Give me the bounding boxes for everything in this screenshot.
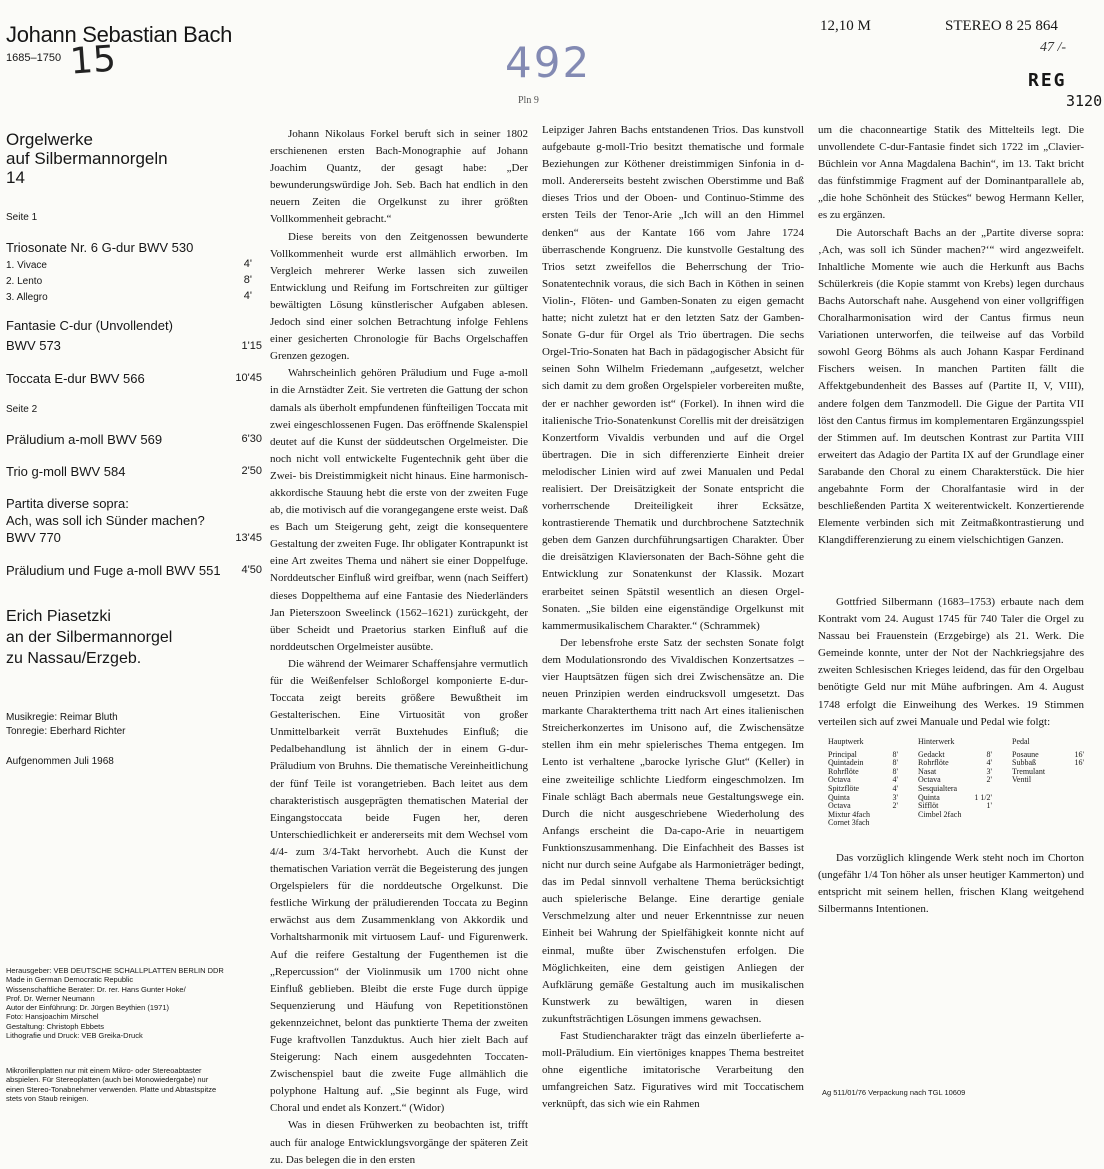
track-duration: 2'50 [241, 465, 262, 477]
register-row: Rohrflöte 8' [828, 766, 898, 776]
register-row: Nasat 3' [918, 766, 992, 776]
publisher-line: Herausgeber: VEB DEUTSCHE SCHALLPLATTEN BERLIN DDR [6, 966, 224, 975]
register-row: Sesquialtera [918, 783, 958, 793]
liner-notes-column-2 [542, 122, 804, 1111]
performer-block [6, 606, 266, 669]
publisher-line: Autor der Einführung: Dr. Jürgen Beythien (1971) [6, 1003, 170, 1013]
track-duration: 4'50 [241, 564, 262, 576]
track-title: Präludium und Fuge a-moll BWV 551 [6, 563, 221, 578]
movement: 1. Vivace [6, 260, 47, 271]
paragraph: Johann Nikolaus Forkel beruft sich in seiner 1802 erschienenen ersten Bach-Monographie auf Johann Joachim Quantz, der gesagt habe: „Der bewunderungswürdige Joh. Seb. Bach hat endlich in den neuern Zeiten die Orgelkunst zu ihrer größten Vollkommenheit gebracht.“ [270, 128, 528, 226]
track-duration: 1'15 [241, 340, 262, 352]
paragraph: Das vorzüglich klingende Werk steht noch im Chorton (ungefähr 1/4 Ton höher als unser heutiger Kammerton) und entspricht mit seinem hellen, frischen Klang weitgehend Silbermanns Intentionen. [818, 852, 1084, 916]
catalog-number: STEREO 8 25 864 [945, 18, 1058, 34]
register-row: Octava 2' [918, 775, 992, 785]
register-row: Quinta 3' [828, 792, 898, 802]
track-title-bwv: BWV 770 [6, 530, 61, 545]
archive-stamp-note: Pln 9 [518, 95, 539, 106]
movement: 3. Allegro [6, 292, 48, 303]
album-title-line: 14 [6, 168, 25, 187]
performer-line: zu Nassau/Erzgeb. [6, 650, 142, 667]
handwritten-note-right: 47 /- [1040, 40, 1067, 55]
album-title [6, 130, 236, 187]
register-row: Principal 8' [828, 749, 898, 759]
track-duration: 6'30 [241, 433, 262, 445]
liner-notes-column-3 [818, 122, 1084, 552]
track-title: Ach, was soll ich Sünder machen? [6, 513, 205, 528]
publisher-info [6, 966, 276, 1040]
register-pedal [1012, 738, 1084, 785]
credit-engineer: Tonregie: Eberhard Richter [6, 726, 126, 737]
performer-line: an der Silbermannorgel [6, 629, 173, 646]
playback-note [6, 1066, 276, 1103]
handwritten-mark: 15 [68, 38, 118, 83]
playback-note-line: abspielen. Für Stereoplatten (auch bei Monowiedergabe) nur [6, 1075, 209, 1085]
paragraph: Die während der Weimarer Schaffensjahre vermutlich für die Weißenfelser Schloßorgel komponierte E-dur-Toccata zeigt bereits größere Bewußtheit im Gestalterischen. Eine Virtuosität von großer Unmittelbarkeit verrät Buxtehudes Einfluß; die Pedalbehandlung ist ähnlich der in einem G-dur-Präludium von Bruhns. Die thematische Vereinheitlichung der fünf Teile ist vorangetrieben. Bach leitet aus dem charakteristisch ausgeprägten thematischen Material der Eingangstoccata beide Fugen her, deren Unterschiedlichkeit er andererseits mit dem Wechsel vom 4/4- zum 3/4-Takt hervorhebt. Auch die Kunst der thematischen Variation verrät die Begeisterung des jungen Orgelspielers für die norddeutsche Orgelkunst. Die festliche Wirkung der präludierenden Toccata zu Beginn erwächst aus dem Zusammenklang von Akkordik und Vorhaltsharmonik mit virtuosem Lauf- und Figurenwerk. Auf die reifere Gestaltung der Fugenthemen ist die „Repercussion“ der Violinmusik um 1700 nicht ohne Einfluß geblieben. Bleibt die erste Fuge durch üppige Sequenzierung und Häufung von Repetitionstönen gekennzeichnet, belont das punktierte Thema der zweiten Fuge kraftvollen Tanzduktus. Auch hier zielt Bach auf Steigerung: Nach einem ausgedehnten Toccaten-Zwischenspiel baut die zweite Fuge allmählich die polyphone Haltung auf. „Sie beginnt als Fuge, wird Choral und endet als Konzert.“ (Widor) [270, 657, 528, 1115]
publisher-line: Lithografie und Druck: VEB Greika-Druck [6, 1031, 143, 1041]
organ-sound-note [818, 850, 1084, 920]
paragraph: um die chaconneartige Statik des Mittelteils legt. Die unvollendete C-dur-Fantasie findet sich 1722 im „Clavier-Büchlein vor Anna Magdalena Bachin“, im 13. Takt bricht das fünfstimmige Fragment auf der Dominantparallele ab, „die hohe Schönheit des Stückes“ bewog Hermann Keller, es zu ergänzen. [818, 124, 1084, 222]
album-title-line: Orgelwerke [6, 130, 93, 149]
register-row: Cornet 3fach [828, 818, 870, 828]
register-row: Quinta 1 1/2' [918, 792, 992, 802]
price-code: 12,10 M [820, 18, 871, 34]
side-1-label: Seite 1 [6, 212, 38, 223]
paragraph: Diese bereits von den Zeitgenossen bewunderte Vollkommenheit wurde erst allmählich erworben. Im Vergleich mehrerer Werke lassen sich zuweilen Entwicklung und Reifung im Fortschreiten zur gültiger bewältigten Lösung künstlerischer Aufgaben ablesen. Jedoch sind einer solchen Betrachtung infolge Fehlens einer gesicherten Chronologie für Bachs Orgelschaffen Grenzen gezogen. [270, 230, 528, 363]
side-2-label: Seite 2 [6, 404, 38, 415]
composer-name: Johann Sebastian Bach [6, 22, 233, 47]
publisher-line: Gestaltung: Christoph Ebbets [6, 1021, 104, 1031]
track-duration: 10'45 [235, 372, 262, 384]
register-hauptwerk [828, 738, 898, 828]
playback-note-line: Mikrorillenplatten nur mit einem Mikro- oder Stereoabtaster [6, 1066, 202, 1075]
album-title-line: auf Silbermannorgeln [6, 149, 168, 168]
register-row: Mixtur 4fach [828, 809, 870, 819]
register-row: Subbaß 16' [1012, 758, 1084, 768]
track-title: Partita diverse sopra: [6, 496, 129, 511]
reg-label: REG [1028, 70, 1067, 91]
track-title: Toccata E-dur BWV 566 [6, 371, 145, 386]
paragraph: Fast Studiencharakter trägt das einzeln überlieferte a-moll-Präludium. Ein viertöniges knappes Thema bestreitet ohne eigentliche imitatorische Verarbeitung den umfangreichen Satz. Figuratives wird mit Toccatischem verknüpft, das sich wie ein Rahmen [542, 1029, 804, 1111]
register-heading: Hinterwerk [918, 737, 955, 746]
performer-line: Erich Piasetzki [6, 608, 111, 625]
register-row: Octava 4' [828, 775, 898, 785]
paragraph: Die Autorschaft Bachs an der „Partite diverse sopra: ‚Ach, was soll ich Sünder machen?‘“ wird angezweifelt. Inhaltliche Momente wie auch die Herkunft aus Bachs Schülerkreis (die Kopie stammt von Krebs) legen durchaus Bachs Autorschaft nahe. Ausgehend von einer vollgriffigen Choralharmonisation wird der Cantus firmus neun Variationen unterworfen, die teilweise auf das Vorbild sowohl Georg Böhms als auch Johann Kaspar Ferdinand Fischers weisen. In manchen Partiten fällt die Affektgebundenheit des Basses auf (Partite II, V, VIII), andere folgen dem Tanzmodell. Die Gigue der Partita VII löst den Cantus firmus im komplementaren Ergänzungsspiel der Stimmen auf. Im deutschen Kontrast zur Partita VIII erweitert das Adagio der Partita IX auf der Grundlage einer Sarabande den Choral zu einem Charakterstück. Die hier angebahnte Form der Choralfantasie wird in der beschließenden Partita X weiterentwickelt. Konzertierende Elemente verbinden sich mit Zeitmaßkontrastierung und Klangdifferenzierung zu einem vielschichtigen Ganzen. [818, 226, 1084, 547]
organ-history [818, 594, 1084, 734]
track-title-bwv: BWV 573 [6, 338, 61, 353]
register-row: Spitzflöte 4' [828, 783, 898, 793]
register-row: Quintadein 8' [828, 758, 898, 768]
paragraph: Was in diesen Frühwerken zu beobachten ist, trifft auch für analoge Entwicklungsvorgänge der späteren Zeit zu. Das belegen die in den ersten [270, 1119, 528, 1166]
register-row: Rohrflöte 4' [918, 758, 992, 768]
composer-years: 1685–1750 [6, 52, 62, 64]
movement-duration: 8' [243, 274, 252, 286]
track-title: Trio g-moll BWV 584 [6, 464, 126, 479]
register-heading: Hauptwerk [828, 737, 864, 746]
reg-number: 3120 [1066, 92, 1103, 110]
register-row: Sifflöt 1' [918, 801, 992, 811]
publisher-line: Foto: Hansjoachim Mirschel [6, 1012, 99, 1022]
playback-note-line: einen Stereo-Tonabnehmer verwenden. Platte und Abtastspitze [6, 1084, 217, 1094]
paragraph: Leipziger Jahren Bachs entstandenen Trios. Das kunstvoll aufgebaute g-moll-Trio besitzt thematische und formale Beziehungen zur Köthener dreistimmigen Sinfonia in d-moll. Andererseits besteht zwischen Oberstimme und Baß dieses Trios und der Oboen- und Continuo-Stimme des ersten Teils der Tenor-Arie „Ich will an den Himmel denken“ aus der Kantate 166 vom Jahre 1724 überraschende Kongruenz. Die kunstvolle Gestaltung des Trios setzt zweifellos die Beherrschung der Trio-Sonatentechnik voraus, die sich Bach in Köthen in seinen Violin-, Flöten- und Gamben-Sonaten zu eigen gemacht hatte; nicht zuletzt hat er den letzten Satz der Gamben-Sonate G-dur für Orgel als Trio übertragen. Die sechs Orgel-Trio-Sonaten hat Bach in pädagogischer Absicht für seinen Sohn Wilhelm Friedemann „aufgesetzt, welcher sich damit zu dem großen Orgelspieler vorbereiten mußte, der er nachher geworden ist“ (Forkel). In ihnen wird die italienische Trio-Sonatenkunst Corellis mit der dreisätzigen Konzertform Vivaldis verbunden und auf die Orgel übertragen. Die in sich differenzierte Einheit dreier melodischer Linien wird auf zwei Manualen und Pedal realisiert. Der Dreisätzigkeit der Sonate entspricht die vorherrschende Dreiteiligkeit ihrer Ecksätze, kontrastierende Thematik und durchbrochene Satztechnik geben dem Ganzen durchführungsartigen Charakter. Über die dreisätzigen Klaviersonaten der Bach-Söhne geht die Entwicklung zur Sonatenkunst der Klassik. Mozart erarbeitet seinen Spätstil wesentlich an diesen Orgel-Sonaten. „Sie bilden eine eigenständige Orgelkunst mit kammermusikalischem Charakter.“ (Schrammek) [542, 124, 804, 632]
credit-direction: Musikregie: Reimar Bluth [6, 712, 118, 723]
movement-duration: 4' [243, 290, 252, 302]
publisher-line: Made in German Democratic Republic [6, 975, 134, 985]
register-row: Posaune 16' [1012, 749, 1084, 759]
register-heading: Pedal [1012, 737, 1030, 746]
paragraph: Gottfried Silbermann (1683–1753) erbaute nach dem Kontrakt vom 24. August 1745 für 740 Taler die Orgel zu Nassau bei Frauenstein (Erzgebirge) als 21. Werk. Die Gemeinde konnte, unter der Not der Nachkriegsjahre des zweiten Schlesischen Krieges leidend, das für den Orgelbau benötigte Geld nur mit Mühe aufbringen. Am 4. August 1748 erfolgt die Einweihung des Werkes. 19 Stimmen verteilen sich auf zwei Manuale und Pedal wie folgt: [818, 596, 1084, 728]
register-row: Tremulant [1012, 766, 1046, 776]
register-row: Gedackt 8' [918, 749, 992, 759]
track-title: Fantasie C-dur (Unvollendet) [6, 318, 173, 333]
movement: 2. Lento [6, 276, 43, 287]
packaging-code: Ag 511/01/76 Verpackung nach TGL 10609 [822, 1088, 966, 1097]
publisher-line: Prof. Dr. Werner Neumann [6, 993, 95, 1003]
track-duration: 13'45 [235, 532, 262, 544]
paragraph: Der lebensfrohe erste Satz der sechsten Sonate folgt dem Modulationsrondo des Vivaldischen Konzertsatzes – vier Hauptsätzen fügen sich drei Zwischensätze an. Die neuen Prinzipien werden eindrucksvoll umgesetzt. Das markante Charakterthema tritt nach Art eines italienischen Streicherkonzertes im Unisono auf, die Zwischensätze stellen ihm ein mehr spielerisches Thema entgegen. Im Lento ist verhaltene „barocke lyrische Glut“ (Keller) in eine zweiteilige schlichte Liedform eingeschmolzen. Im Finale schlägt Bach abermals neue Gestaltungswege ein. Durch die nicht ausgeschriebene Wiederholung des Anfangs erscheint die Da-capo-Arie in neuartigem Funktionszusammenhang. Die Einfachheit des Basses ist nicht nur durch seine Aufgabe als Harmonieträger bedingt, das im Pedal sinnvoll verhaltene Thema berücksichtigt auch spielerische Belange. Eine derartige geniale Verschmelzung alter und neuer Erkenntnisse zur neuen Einheit bei Wahrung der Spielfähigkeit konnte nicht auf einmal, mußte über Zwischenstufen erfolgen. Die Möglichkeiten, eine dem geistigen Anliegen der Aufklärung gemäße Gestaltung auch im musikalischen Kunstwerk zu bewältigen, waren in diesen zukunftsträchtigen Lösungen immens gewachsen. [542, 636, 804, 1025]
archive-stamp: 492 [505, 38, 592, 87]
movement-duration: 4' [243, 258, 252, 270]
register-hinterwerk [918, 738, 992, 819]
playback-note-line: stets von Staub reinigen. [6, 1093, 89, 1103]
register-row: Ventil [1012, 775, 1032, 785]
register-row: Octava 2' [828, 801, 898, 811]
credit-recorded: Aufgenommen Juli 1968 [6, 756, 114, 767]
register-row: Cimbel 2fach [918, 809, 962, 819]
track-title: Präludium a-moll BWV 569 [6, 432, 163, 447]
publisher-line: Wissenschaftliche Berater: Dr. rer. Hans Gunter Hoke/ [6, 984, 186, 994]
track-title: Triosonate Nr. 6 G-dur BWV 530 [6, 240, 194, 255]
liner-notes-column-1 [270, 126, 528, 1166]
paragraph: Wahrscheinlich gehören Präludium und Fuge a-moll in die Arnstädter Zeit. Sie vertreten die Gattung der schon damals als überholt empfundenen fünfteiligen Toccata mit zwei eingeschlossenen Fugen. Das eröffnende Skalenspiel deutet auf die Kunst der süddeutschen Orgelmeister. Die noch nicht voll entwickelte Fugentechnik geht über die Zwei- bis Dreistimmigkeit nicht hinaus. Eine harmonisch-akkordische Stauung hebt die erste von der zweiten Fuge ab, die motivisch auf die vorangegangene erste weist. Daß es Bach um Steigerung geht, zeigt die konsequentere Gestaltung der zweiten Fuge. Ihr obligater Kontrapunkt ist eine Art zweites Thema und nähert sie einer Doppelfuge. Norddeutscher Einfluß wird greifbar, wenn (nach Seiffert) dieses Doppelthema auf eine Fantasie des Niederländers Jan Pieterszoon Sweelinck (1562–1621) zurückgeht, der über Scheidt und Praetorius starken Einfluß auf die norddeutschen Orgelmeister ausübte. [270, 367, 528, 653]
